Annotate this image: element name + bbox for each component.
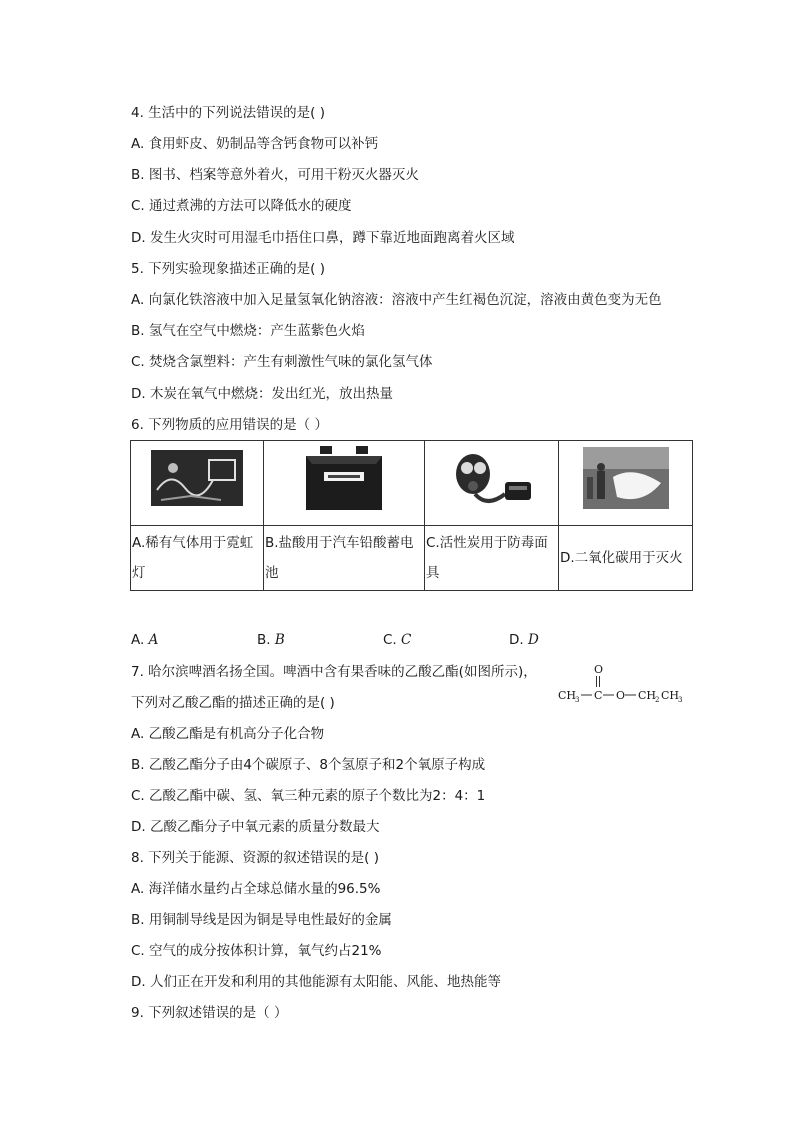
formula-methyl: CH [558, 689, 577, 702]
formula-methyl-end: CH [661, 689, 680, 702]
question-6-option-c [383, 632, 411, 648]
question-5-option-a: A. 向氯化铁溶液中加入足量氢氧化钠溶液：溶液中产生红褐色沉淀，溶液由黄色变为无色 [131, 292, 662, 308]
question-7-option-b: B. 乙酸乙酯分子由4个碳原子、8个氢原子和2个氧原子构成 [131, 757, 486, 773]
table-cell-d: D.二氧化碳用于灭火 [559, 526, 693, 591]
question-8-option-c: C. 空气的成分按体积计算，氧气约占21% [131, 943, 382, 959]
question-4-option-a: A. 食用虾皮、奶制品等含钙食物可以补钙 [131, 136, 379, 152]
question-7-option-a: A. 乙酸乙酯是有机高分子化合物 [131, 726, 325, 742]
table-cell-c: C.活性炭用于防毒面具 [425, 526, 559, 591]
formula-subscript: 3 [678, 696, 683, 704]
question-8-option-d: D. 人们正在开发和利用的其他能源有太阳能、风能、地热能等 [131, 974, 501, 990]
formula-ester-oxygen: O [616, 689, 626, 702]
question-4-stem: 4. 生活中的下列说法错误的是( ) [131, 105, 325, 121]
option-value: C [401, 632, 412, 648]
table-cell-image-c [425, 441, 559, 526]
option-value: D [527, 632, 539, 648]
question-7-stem-line-2: 下列对乙酸乙酯的描述正确的是( ) [131, 695, 335, 711]
question-7-stem-line-1: 7. 哈尔滨啤酒名扬全国。啤酒中含有果香味的乙酸乙酯(如图所示)， [131, 664, 537, 680]
car-battery-photo [302, 442, 386, 514]
formula-subscript: 2 [655, 696, 660, 704]
question-5-option-d: D. 木炭在氧气中燃烧：发出红光，放出热量 [131, 386, 393, 402]
question-5-option-b: B. 氢气在空气中燃烧：产生蓝紫色火焰 [131, 323, 365, 339]
option-value: A [148, 632, 159, 648]
option-label: B. [257, 632, 271, 648]
question-6-stem: 6. 下列物质的应用错误的是（ ） [131, 417, 328, 433]
question-6-table [130, 440, 693, 591]
formula-carbonyl-oxygen: O [594, 663, 604, 676]
question-7-option-c: C. 乙酸乙酯中碳、氢、氧三种元素的原子个数比为2：4：1 [131, 788, 486, 804]
question-6-option-d [509, 632, 539, 648]
table-cell-image-a [131, 441, 264, 526]
option-label: C. [383, 632, 397, 648]
question-6-option-b [257, 632, 285, 648]
ethyl-acetate-structural-formula [558, 662, 698, 708]
question-9-stem: 9. 下列叙述错误的是（ ） [131, 1005, 288, 1021]
question-7-option-d: D. 乙酸乙酯分子中氧元素的质量分数最大 [131, 819, 380, 835]
question-5-stem: 5. 下列实验现象描述正确的是( ) [131, 261, 325, 277]
fire-extinguishing-photo [583, 447, 669, 509]
table-cell-a: A.稀有气体用于霓虹灯 [131, 526, 264, 591]
formula-subscript: 3 [575, 696, 580, 704]
question-5-option-c: C. 焚烧含氯塑料：产生有刺激性气味的氯化氢气体 [131, 354, 433, 370]
formula-carbon: C [594, 689, 603, 702]
neon-lights-photo [151, 450, 243, 506]
question-4-option-d: D. 发生火灾时可用湿毛巾捂住口鼻，蹲下靠近地面跑离着火区域 [131, 230, 515, 246]
question-8-option-a: A. 海洋储水量约占全球总储水量的96.5% [131, 881, 381, 897]
gas-mask-photo [447, 448, 537, 508]
table-cell-image-b [264, 441, 425, 526]
table-cell-b: B.盐酸用于汽车铅酸蓄电池 [264, 526, 425, 591]
option-label: A. [131, 632, 145, 648]
option-label: D. [509, 632, 524, 648]
table-cell-image-d [559, 441, 693, 526]
question-4-option-c: C. 通过煮沸的方法可以降低水的硬度 [131, 198, 352, 214]
question-8-option-b: B. 用铜制导线是因为铜是导电性最好的金属 [131, 912, 392, 928]
question-8-stem: 8. 下列关于能源、资源的叙述错误的是( ) [131, 850, 379, 866]
question-6-option-a [131, 632, 158, 648]
question-4-option-b: B. 图书、档案等意外着火，可用干粉灭火器灭火 [131, 167, 419, 183]
option-value: B [274, 632, 285, 648]
formula-methylene: CH [638, 689, 657, 702]
